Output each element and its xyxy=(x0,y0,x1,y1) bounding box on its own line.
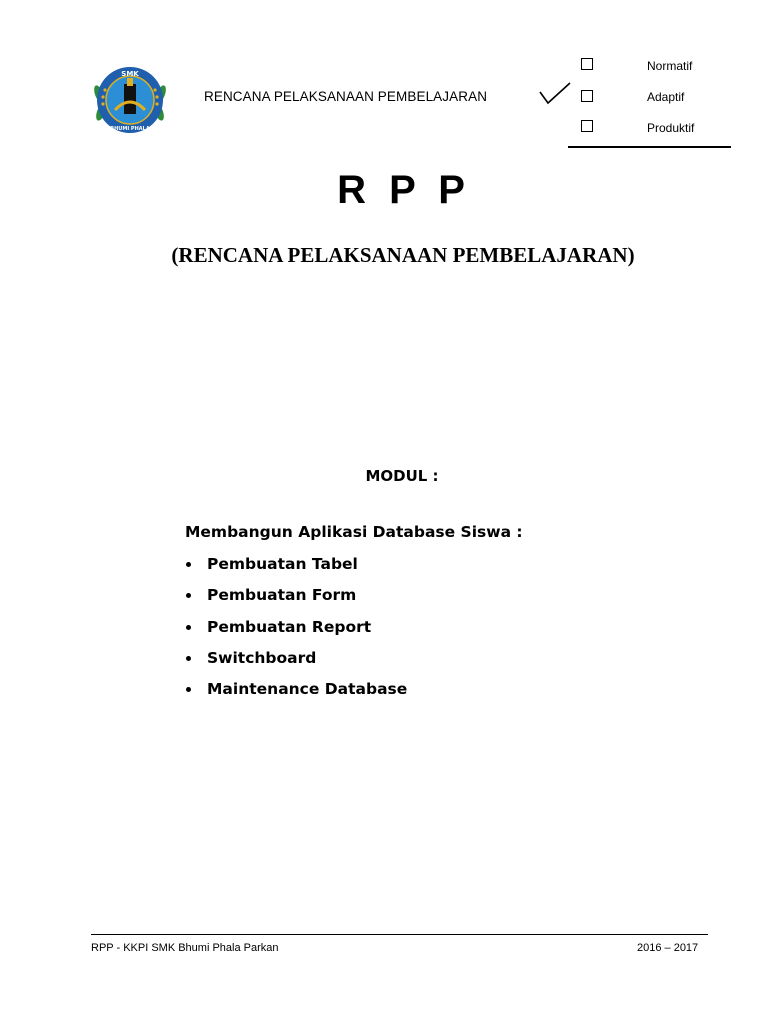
topic-text: Pembuatan Report xyxy=(207,617,372,636)
category-label-produktif: Produktif xyxy=(647,121,695,135)
footer-right-text: 2016 – 2017 xyxy=(637,942,699,954)
footer-left-text: RPP - KKPI SMK Bhumi Phala Parkan xyxy=(91,942,279,954)
logo-text-top: SMK xyxy=(121,70,139,78)
topic-text: Switchboard xyxy=(207,648,317,667)
list-item xyxy=(185,647,407,678)
checkbox-normatif[interactable] xyxy=(581,58,593,70)
main-title: R P P xyxy=(337,168,471,212)
bullet-dot-icon xyxy=(186,625,191,630)
footer-divider xyxy=(91,934,708,935)
checkmark-icon xyxy=(538,80,572,106)
category-divider xyxy=(568,146,731,148)
bullet-dot-icon xyxy=(186,687,191,692)
checkbox-produktif[interactable] xyxy=(581,120,593,132)
module-label: MODUL : xyxy=(365,467,439,485)
list-item xyxy=(185,678,407,709)
category-label-normatif: Normatif xyxy=(647,59,693,73)
topic-text: Pembuatan Form xyxy=(207,586,357,605)
logo-text-bottom: BHUMI PHALA xyxy=(110,126,150,132)
bullet-dot-icon xyxy=(186,562,191,567)
topic-text: Maintenance Database xyxy=(207,680,408,699)
bullet-dot-icon xyxy=(186,656,191,661)
list-item xyxy=(185,616,407,647)
category-label-adaptif: Adaptif xyxy=(647,90,685,104)
list-item xyxy=(185,584,407,615)
header-title: RENCANA PELAKSANAAN PEMBELAJARAN xyxy=(204,89,488,104)
topic-text: Pembuatan Tabel xyxy=(207,555,358,573)
checkbox-adaptif[interactable] xyxy=(581,90,593,102)
school-emblem-icon xyxy=(91,64,169,136)
bullet-dot-icon xyxy=(186,593,191,598)
subtitle: (RENCANA PELAKSANAAN PEMBELAJARAN) xyxy=(171,243,635,267)
topic-list xyxy=(185,553,407,709)
module-heading: Membangun Aplikasi Database Siswa : xyxy=(185,523,523,541)
list-item xyxy=(185,553,407,584)
